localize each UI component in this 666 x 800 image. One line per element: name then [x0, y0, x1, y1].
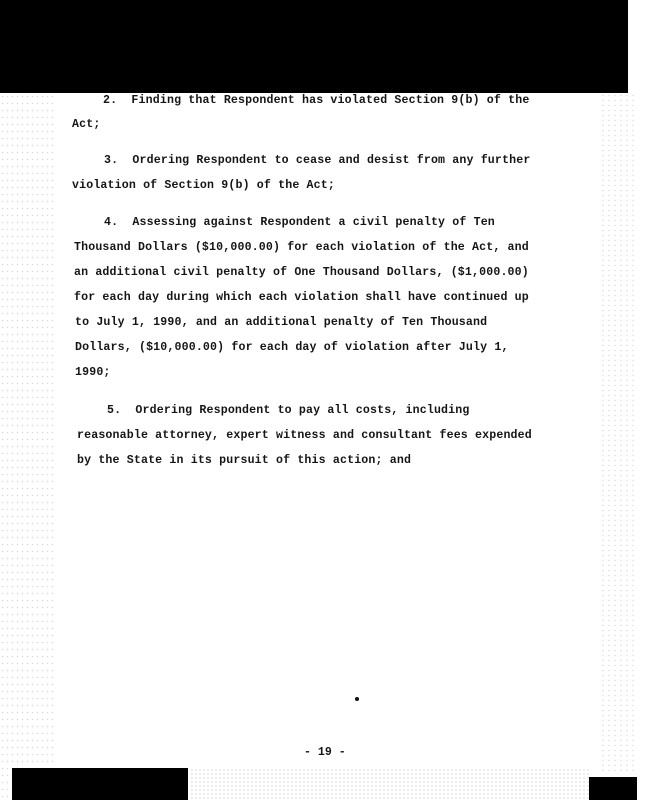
- bottom-right-redaction-bar: [589, 777, 637, 800]
- paragraph-3-line-2: violation of Section 9(b) of the Act;: [72, 179, 335, 192]
- scan-noise-bottom: [190, 768, 590, 800]
- top-redaction-bar: [0, 0, 628, 93]
- paragraph-5-line-3: by the State in its pursuit of this action; and: [77, 454, 412, 467]
- paragraph-5-line-1: 5. Ordering Respondent to pay all costs, including: [107, 404, 470, 417]
- paragraph-5-line-2: reasonable attorney, expert witness and consultant fees expended: [77, 429, 532, 442]
- page-number: - 19 -: [304, 746, 346, 759]
- scan-noise-right: [600, 93, 637, 773]
- paragraph-4-line-6: Dollars, ($10,000.00) for each day of violation after July 1,: [75, 341, 509, 354]
- bottom-left-redaction-bar: [12, 768, 188, 800]
- paragraph-3-line-1: 3. Ordering Respondent to cease and desist from any further: [104, 154, 531, 167]
- scan-speck: [355, 697, 359, 701]
- paragraph-4-line-7: 1990;: [75, 366, 111, 379]
- paragraph-4-line-5: to July 1, 1990, and an additional penalty of Ten Thousand: [75, 316, 488, 329]
- paragraph-4-line-1: 4. Assessing against Respondent a civil penalty of Ten: [104, 216, 495, 229]
- paragraph-4-line-4: for each day during which each violation shall have continued up: [74, 291, 529, 304]
- paragraph-4-line-2: Thousand Dollars ($10,000.00) for each violation of the Act, and: [74, 241, 529, 254]
- paragraph-4-line-3: an additional civil penalty of One Thousand Dollars, ($1,000.00): [74, 266, 529, 279]
- paragraph-2-line-1: 2. Finding that Respondent has violated Section 9(b) of the: [103, 94, 530, 107]
- paragraph-2-line-2: Act;: [72, 118, 101, 131]
- scan-noise-left: [0, 93, 55, 800]
